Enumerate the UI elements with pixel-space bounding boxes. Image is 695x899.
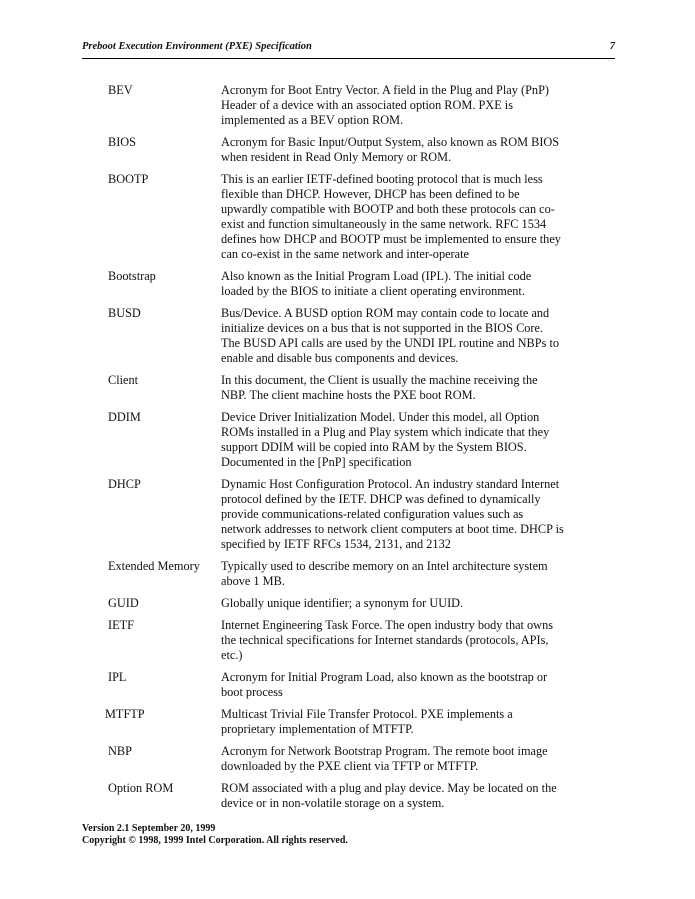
definition-line: Acronym for Initial Program Load, also known as the bootstrap or — [221, 670, 548, 684]
definition-line: specified by IETF RFCs 1534, 2131, and 2132 — [221, 537, 451, 551]
definition-line: when resident in Read Only Memory or ROM. — [221, 150, 452, 164]
glossary-definition — [221, 618, 579, 663]
glossary-entry — [0, 707, 695, 737]
definition-line: upwardly compatible with BOOTP and both these protocols can co- — [221, 202, 555, 216]
definition-line: protocol defined by the IETF. DHCP was defined to dynamically — [221, 492, 541, 506]
definition-line: provide communications-related configuration values such as — [221, 507, 524, 521]
definition-line: Documented in the [PnP] specification — [221, 455, 412, 469]
definition-line: can co-exist in the same network and inter-operate — [221, 247, 469, 261]
glossary-entry — [0, 410, 695, 470]
glossary-entry — [0, 306, 695, 366]
glossary-term: BUSD — [108, 306, 141, 320]
definition-line: Dynamic Host Configuration Protocol. An industry standard Internet — [221, 477, 560, 491]
glossary-term: IPL — [108, 670, 127, 684]
definition-line: above 1 MB. — [221, 574, 285, 588]
glossary-entry — [0, 172, 695, 262]
page-footer — [82, 823, 348, 847]
definition-line: Multicast Trivial File Transfer Protocol. PXE implements a — [221, 707, 513, 721]
glossary-list — [0, 83, 695, 818]
definition-line: Acronym for Basic Input/Output System, also known as ROM BIOS — [221, 135, 560, 149]
glossary-entry — [0, 83, 695, 128]
glossary-definition — [221, 559, 579, 589]
definition-line: exist and function simultaneously in the same network. RFC 1534 — [221, 217, 547, 231]
definition-line: network addresses to network client computers at boot time. DHCP is — [221, 522, 564, 536]
definition-line: device or in non-volatile storage on a system. — [221, 796, 445, 810]
definition-line: Globally unique identifier; a synonym for UUID. — [221, 596, 464, 610]
document-title: Preboot Execution Environment (PXE) Specification — [82, 41, 312, 52]
definition-line: NBP. The client machine hosts the PXE boot ROM. — [221, 388, 476, 402]
glossary-term: IETF — [108, 618, 134, 632]
glossary-entry — [0, 559, 695, 589]
definition-line: defines how DHCP and BOOTP must be implemented to ensure they — [221, 232, 561, 246]
glossary-definition — [221, 781, 579, 811]
glossary-definition — [221, 670, 579, 700]
glossary-entry — [0, 670, 695, 700]
glossary-term: MTFTP — [105, 707, 145, 721]
glossary-entry — [0, 135, 695, 165]
glossary-term: GUID — [108, 596, 139, 610]
definition-line: flexible than DHCP. However, DHCP has been defined to be — [221, 187, 520, 201]
footer-version: Version 2.1 September 20, 1999 — [82, 823, 216, 834]
glossary-definition — [221, 410, 579, 470]
definition-line: Acronym for Network Bootstrap Program. The remote boot image — [221, 744, 548, 758]
definition-line: the technical specifications for Internet standards (protocols, APIs, — [221, 633, 549, 647]
definition-line: loaded by the BIOS to initiate a client operating environment. — [221, 284, 525, 298]
glossary-term: DHCP — [108, 477, 141, 491]
glossary-term: Bootstrap — [108, 269, 156, 283]
definition-line: Header of a device with an associated option ROM. PXE is — [221, 98, 513, 112]
definition-line: Typically used to describe memory on an Intel architecture system — [221, 559, 548, 573]
definition-line: support DDIM will be copied into RAM by the System BIOS. — [221, 440, 527, 454]
definition-line: Device Driver Initialization Model. Under this model, all Option — [221, 410, 540, 424]
definition-line: Internet Engineering Task Force. The open industry body that owns — [221, 618, 553, 632]
definition-line: This is an earlier IETF-defined booting protocol that is much less — [221, 172, 543, 186]
definition-line: Acronym for Boot Entry Vector. A field in the Plug and Play (PnP) — [221, 83, 550, 97]
page-number: 7 — [609, 41, 615, 52]
glossary-definition — [221, 83, 579, 128]
glossary-entry — [0, 269, 695, 299]
glossary-definition — [221, 269, 579, 299]
glossary-definition — [221, 135, 579, 165]
glossary-term: BOOTP — [108, 172, 149, 186]
glossary-definition — [221, 172, 579, 262]
glossary-entry — [0, 781, 695, 811]
definition-line: Bus/Device. A BUSD option ROM may contain code to locate and — [221, 306, 550, 320]
definition-line: etc.) — [221, 648, 243, 662]
glossary-definition — [221, 477, 579, 552]
glossary-term: BEV — [108, 83, 133, 97]
glossary-term: Option ROM — [108, 781, 174, 795]
definition-line: Also known as the Initial Program Load (IPL). The initial code — [221, 269, 532, 283]
glossary-term: BIOS — [108, 135, 137, 149]
glossary-term: Client — [108, 373, 139, 387]
glossary-entry — [0, 596, 695, 611]
glossary-entry — [0, 744, 695, 774]
definition-line: proprietary implementation of MTFTP. — [221, 722, 414, 736]
glossary-entry — [0, 477, 695, 552]
definition-line: ROM associated with a plug and play device. May be located on the — [221, 781, 557, 795]
definition-line: ROMs installed in a Plug and Play system which indicate that they — [221, 425, 550, 439]
glossary-definition — [221, 744, 579, 774]
definition-line: boot process — [221, 685, 283, 699]
glossary-term: NBP — [108, 744, 132, 758]
definition-line: downloaded by the PXE client via TFTP or MTFTP. — [221, 759, 479, 773]
definition-line: implemented as a BEV option ROM. — [221, 113, 404, 127]
definition-line: initialize devices on a bus that is not supported in the BIOS Core. — [221, 321, 544, 335]
definition-line: enable and disable bus components and devices. — [221, 351, 459, 365]
glossary-term: Extended Memory — [108, 559, 200, 573]
footer-copyright: Copyright © 1998, 1999 Intel Corporation. All rights reserved. — [82, 835, 348, 846]
glossary-entry — [0, 618, 695, 663]
glossary-term: DDIM — [108, 410, 141, 424]
glossary-definition — [221, 306, 579, 366]
glossary-definition — [221, 373, 579, 403]
header-rule — [82, 58, 615, 59]
glossary-entry — [0, 373, 695, 403]
definition-line: In this document, the Client is usually the machine receiving the — [221, 373, 538, 387]
definition-line: The BUSD API calls are used by the UNDI IPL routine and NBPs to — [221, 336, 560, 350]
glossary-definition — [221, 596, 579, 611]
glossary-definition — [221, 707, 579, 737]
